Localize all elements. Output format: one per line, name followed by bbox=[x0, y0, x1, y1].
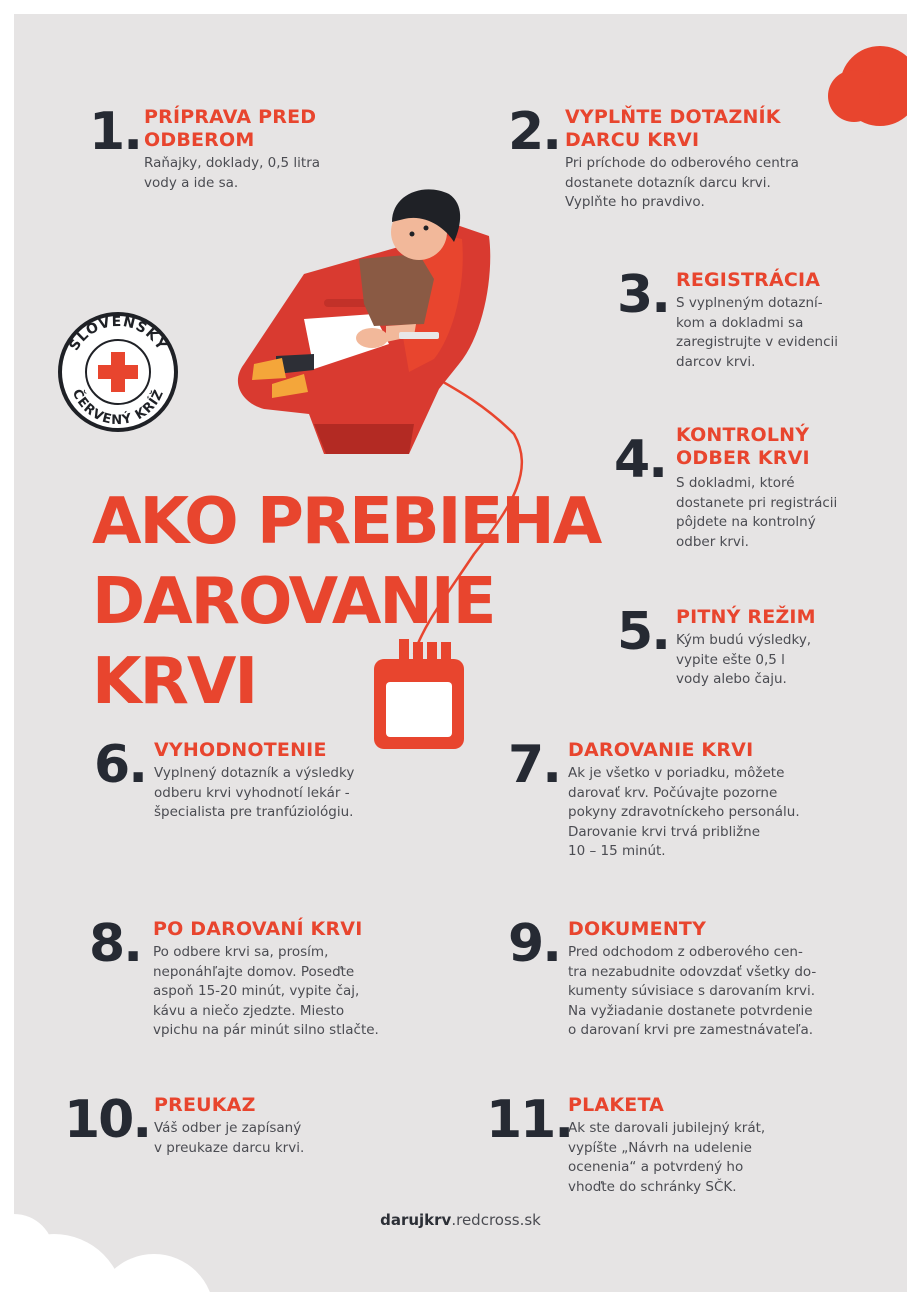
logo-top-text: SLOVENSKÝ bbox=[66, 313, 170, 354]
step-2 bbox=[508, 102, 868, 226]
step-number: 5. bbox=[617, 602, 671, 662]
step-number: 3. bbox=[617, 265, 671, 325]
step-title: KONTROLNÝ ODBER KRVI bbox=[676, 424, 810, 469]
step-3 bbox=[617, 265, 877, 389]
step-text: S dokladmi, ktoré dostanete pri registrácii pôjdete na kontrolný odber krvi. bbox=[676, 475, 838, 550]
step-number: 11. bbox=[486, 1090, 575, 1150]
step-title: PREUKAZ bbox=[154, 1094, 256, 1116]
step-title: PLAKETA bbox=[568, 1094, 665, 1116]
step-number: 8. bbox=[89, 914, 143, 974]
step-8 bbox=[89, 914, 419, 1043]
step-title: VYPLŇTE DOTAZNÍK DARCU KRVI bbox=[565, 106, 781, 151]
step-5 bbox=[617, 602, 877, 696]
step-text: Váš odber je zapísaný v preukaze darcu krvi. bbox=[154, 1120, 305, 1156]
step-6 bbox=[94, 735, 414, 829]
step-title: DAROVANIE KRVI bbox=[568, 739, 754, 761]
poster bbox=[14, 14, 907, 1292]
step-text: S vyplneným dotazní- kom a dokladmi sa zaregistrujte v evidencii darcov krvi. bbox=[676, 295, 838, 370]
step-title: PRÍPRAVA PRED ODBEROM bbox=[144, 106, 317, 151]
footer-domain-bold: darujkrv bbox=[380, 1211, 452, 1229]
svg-text:ČERVENÝ KRÍŽ bbox=[69, 387, 167, 428]
step-title: VYHODNOTENIE bbox=[154, 739, 327, 761]
step-number: 9. bbox=[508, 914, 562, 974]
step-number: 4. bbox=[614, 430, 668, 490]
step-text: Pred odchodom z odberového cen- tra nezabudnite odovzdať všetky do- kumenty súvisiace s darovaním krvi. Na vyžiadanie dostanete potvrdenie o darovaní krvi pre zamestnávateľa. bbox=[568, 944, 817, 1039]
page-title: AKO PREBIEHA DAROVANIE KRVI bbox=[92, 485, 601, 719]
step-text: Ak je všetko v poriadku, môžete darovať krv. Počúvajte pozorne pokyny zdravotníckeho personálu. Darovanie krvi trvá približne 10 – 15 minút. bbox=[568, 765, 800, 860]
step-title: PITNÝ REŽIM bbox=[676, 606, 816, 628]
website-footer-link[interactable] bbox=[14, 1211, 907, 1229]
step-text: Pri príchode do odberového centra dostanete dotazník darcu krvi. Vyplňte ho pravdivo. bbox=[565, 155, 799, 211]
step-10 bbox=[64, 1090, 394, 1164]
step-text: Kým budú výsledky, vypite ešte 0,5 l vody alebo čaju. bbox=[676, 632, 812, 688]
step-title: REGISTRÁCIA bbox=[676, 269, 821, 291]
step-7 bbox=[508, 735, 868, 869]
step-number: 2. bbox=[508, 102, 562, 162]
step-text: Vyplnený dotazník a výsledky odberu krvi vyhodnotí lekár - špecialista pre tranfúziológiu. bbox=[154, 765, 355, 821]
step-text: Ak ste darovali jubilejný krát, vypíšte „Návrh na udelenie ocenenia“ a potvrdený ho vhoďte do schránky SČK. bbox=[568, 1120, 766, 1195]
step-1 bbox=[89, 102, 389, 206]
step-number: 1. bbox=[89, 102, 143, 162]
footer-domain-light: .redcross.sk bbox=[451, 1211, 541, 1229]
step-text: Po odbere krvi sa, prosím, neponáhľajte domov. Poseďte aspoň 15-20 minút, vypite čaj, kávu a niečo zjedzte. Miesto vpichu na pár minút silno stlačte. bbox=[153, 944, 379, 1039]
step-11 bbox=[486, 1090, 866, 1195]
step-text: Raňajky, doklady, 0,5 litra vody a ide sa. bbox=[144, 155, 321, 191]
step-title: DOKUMENTY bbox=[568, 918, 707, 940]
step-9 bbox=[508, 914, 878, 1043]
step-number: 10. bbox=[64, 1090, 153, 1150]
logo-bottom-text: ČERVENÝ KRÍŽ bbox=[68, 387, 168, 429]
svg-text:SLOVENSKÝ bbox=[66, 314, 171, 354]
step-number: 7. bbox=[508, 735, 562, 795]
step-number: 6. bbox=[94, 735, 148, 795]
step-4 bbox=[614, 424, 874, 559]
step-title: PO DAROVANÍ KRVI bbox=[153, 918, 363, 940]
